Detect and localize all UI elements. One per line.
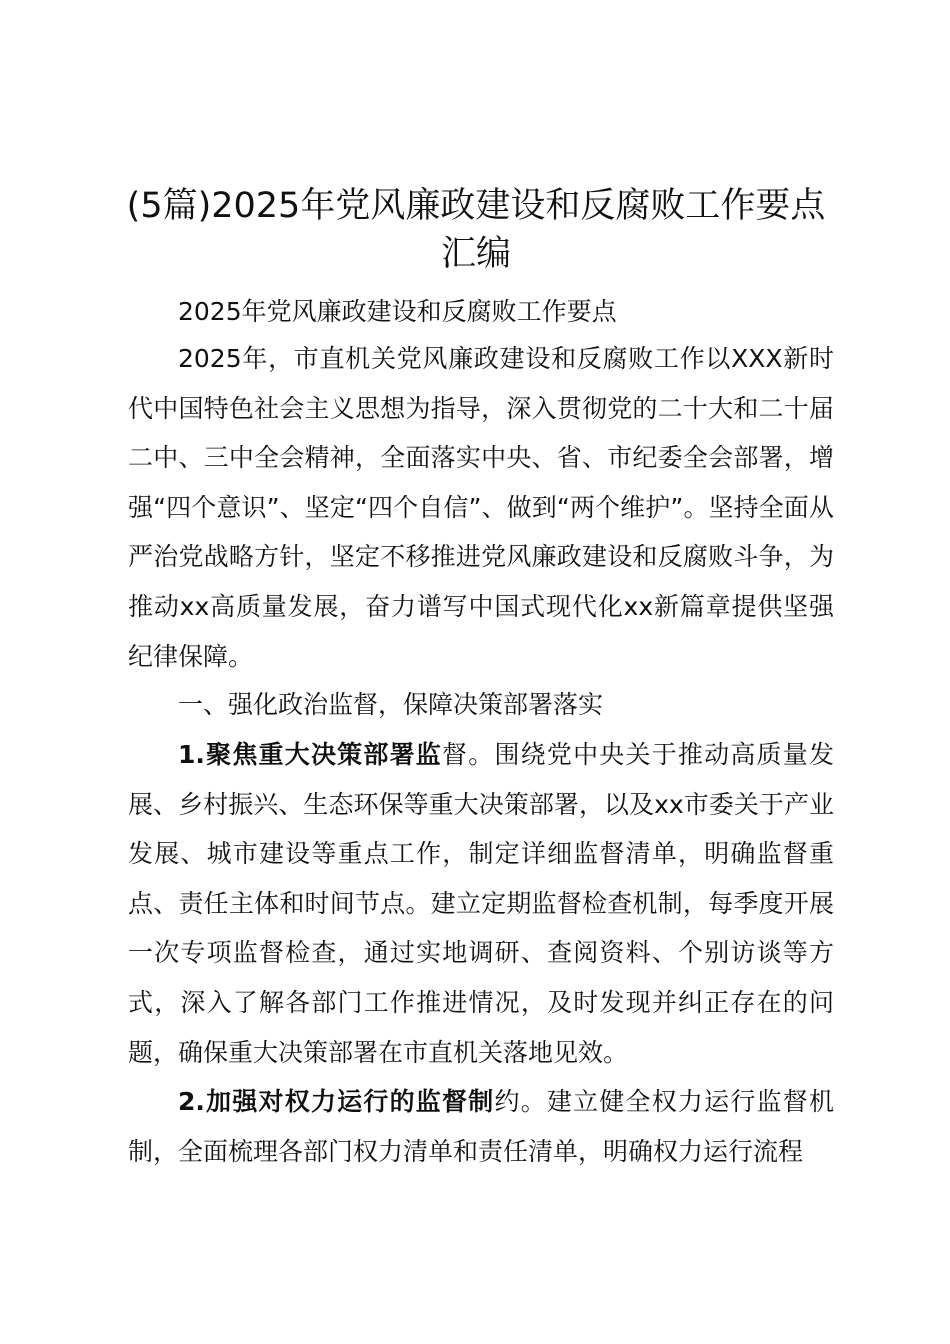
- item-paragraph-1: [128, 730, 834, 1077]
- item-1-body: 督。围绕党中央关于推动高质量发展、乡村振兴、生态环保等重大决策部署，以及xx市委关于产业发展、城市建设等重点工作，制定详细监督清单，明确监督重点、责任主体和时间节点。建立定期监督检查机制，每季度开展一次专项监督检查，通过实地调研、查阅资料、个别访谈等方式，深入了解各部门工作推进情况，及时发现并纠正存在的问题，确保重大决策部署在市直机关落地见效。: [128, 740, 834, 1067]
- item-2-heading: 2.加强对权力运行的监督制: [178, 1087, 495, 1116]
- document-title: (5篇)2025年党风廉政建设和反腐败工作要点汇编: [126, 186, 826, 274]
- document-subtitle: 2025年党风廉政建设和反腐败工作要点: [178, 297, 617, 326]
- item-paragraph-2: [128, 1077, 834, 1176]
- section-heading-1: 一、强化政治监督，保障决策部署落实: [178, 690, 604, 719]
- intro-paragraph: 2025年，市直机关党风廉政建设和反腐败工作以XXX新时代中国特色社会主义思想为指导，深入贯彻党的二十大和二十届二中、三中全会精神，全面落实中央、省、市纪委全会部署，增强“四个意识”、坚定“四个自信”、做到“两个维护”。坚持全面从严治党战略方针，坚定不移推进党风廉政建设和反腐败斗争，为推动xx高质量发展，奋力谱写中国式现代化xx新篇章提供坚强纪律保障。: [128, 344, 834, 671]
- item-1-heading: 1.聚焦重大决策部署监: [178, 740, 443, 769]
- item-2-body: 约。建立健全权力运行监督机制，全面梳理各部门权力清单和责任清单，明确权力运行流程: [128, 1087, 834, 1166]
